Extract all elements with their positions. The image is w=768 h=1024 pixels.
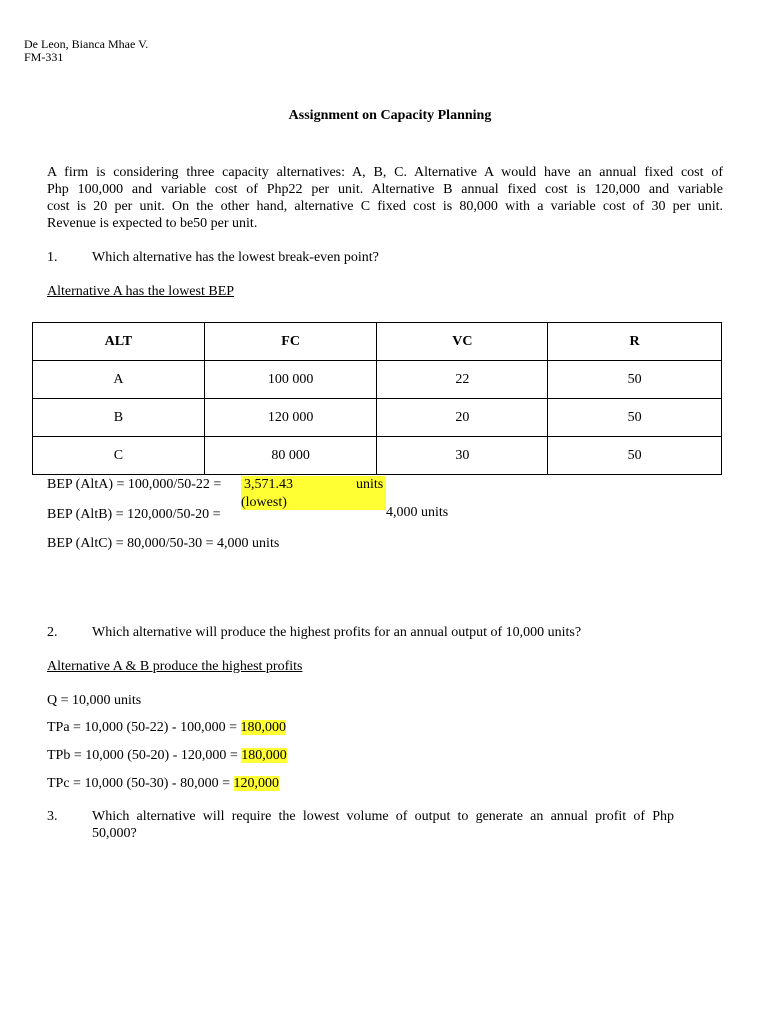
table-cell: 30 (377, 437, 548, 475)
table-cell: B (33, 399, 205, 437)
profit-a-value: 180,000 (240, 720, 286, 735)
author-name: De Leon, Bianca Mhae V. (24, 37, 149, 51)
table-cell: 50 (548, 437, 722, 475)
table-cell: 22 (377, 361, 548, 399)
document-title: Assignment on Capacity Planning (288, 108, 492, 123)
bep-c-line: BEP (AltC) = 80,000/50-30 = 4,000 units (47, 536, 280, 551)
profit-b-line (47, 748, 287, 764)
question-3-text-line2: 50,000? (92, 826, 137, 841)
problem-line: Php 100,000 and variable cost of Php22 per unit. Alternative B annual fixed cost is 120,000 and variable (47, 182, 723, 197)
quantity-line: Q = 10,000 units (47, 693, 142, 708)
table-row (33, 361, 722, 399)
question-1-number: 1. (47, 250, 58, 265)
question-2-text: Which alternative will produce the highest profits for an annual output of 10,000 units? (92, 625, 582, 640)
problem-line: A firm is considering three capacity alternatives: A, B, C. Alternative A would have an annual fixed cost of (47, 165, 723, 180)
table-cell: 50 (548, 361, 722, 399)
profit-c-line (47, 776, 279, 792)
table-cell: C (33, 437, 205, 475)
question-2-number: 2. (47, 625, 58, 640)
table-header-cell: VC (377, 323, 548, 361)
alternatives-table (32, 322, 722, 475)
problem-line: Revenue is expected to be50 per unit. (47, 216, 258, 231)
table-header-cell: FC (204, 323, 377, 361)
problem-line: cost is 20 per unit. On the other hand, alternative C fixed cost is 80,000 with a variable cost of 30 per unit. (47, 199, 723, 214)
question-1-text: Which alternative has the lowest break-even point? (92, 250, 379, 265)
profit-b-formula: TPb = 10,000 (50-20) - 120,000 = (47, 748, 238, 763)
course-code: FM-331 (24, 50, 64, 64)
question-1-answer: Alternative A has the lowest BEP (47, 284, 235, 299)
profit-c-formula: TPc = 10,000 (50-30) - 80,000 = (47, 776, 230, 791)
table-header-row (33, 323, 722, 361)
question-2-answer: Alternative A & B produce the highest profits (47, 659, 303, 674)
table-row (33, 399, 722, 437)
question-3-text-line1: Which alternative will require the lowest volume of output to generate an annual profit of Php (92, 809, 674, 824)
table-cell: A (33, 361, 205, 399)
bep-a-value: 3,571.43 (244, 477, 293, 492)
profit-a-line (47, 720, 286, 736)
profit-c-value: 120,000 (233, 776, 279, 791)
table-header-cell: R (548, 323, 722, 361)
problem-statement (47, 164, 723, 232)
table-row (33, 437, 722, 475)
profit-b-value: 180,000 (241, 748, 287, 763)
table-cell: 80 000 (204, 437, 377, 475)
table-cell: 20 (377, 399, 548, 437)
bep-a-note: (lowest) (241, 495, 287, 510)
table-cell: 50 (548, 399, 722, 437)
bep-a-formula: BEP (AltA) = 100,000/50-22 = (47, 477, 222, 492)
table-cell: 120 000 (204, 399, 377, 437)
table-header-cell: ALT (33, 323, 205, 361)
profit-a-formula: TPa = 10,000 (50-22) - 100,000 = (47, 720, 237, 735)
question-3-number: 3. (47, 809, 58, 824)
bep-a-units: units (356, 477, 384, 492)
bep-b-value: 4,000 units (386, 505, 449, 520)
bep-b-formula: BEP (AltB) = 120,000/50-20 = (47, 507, 221, 522)
table-cell: 100 000 (204, 361, 377, 399)
